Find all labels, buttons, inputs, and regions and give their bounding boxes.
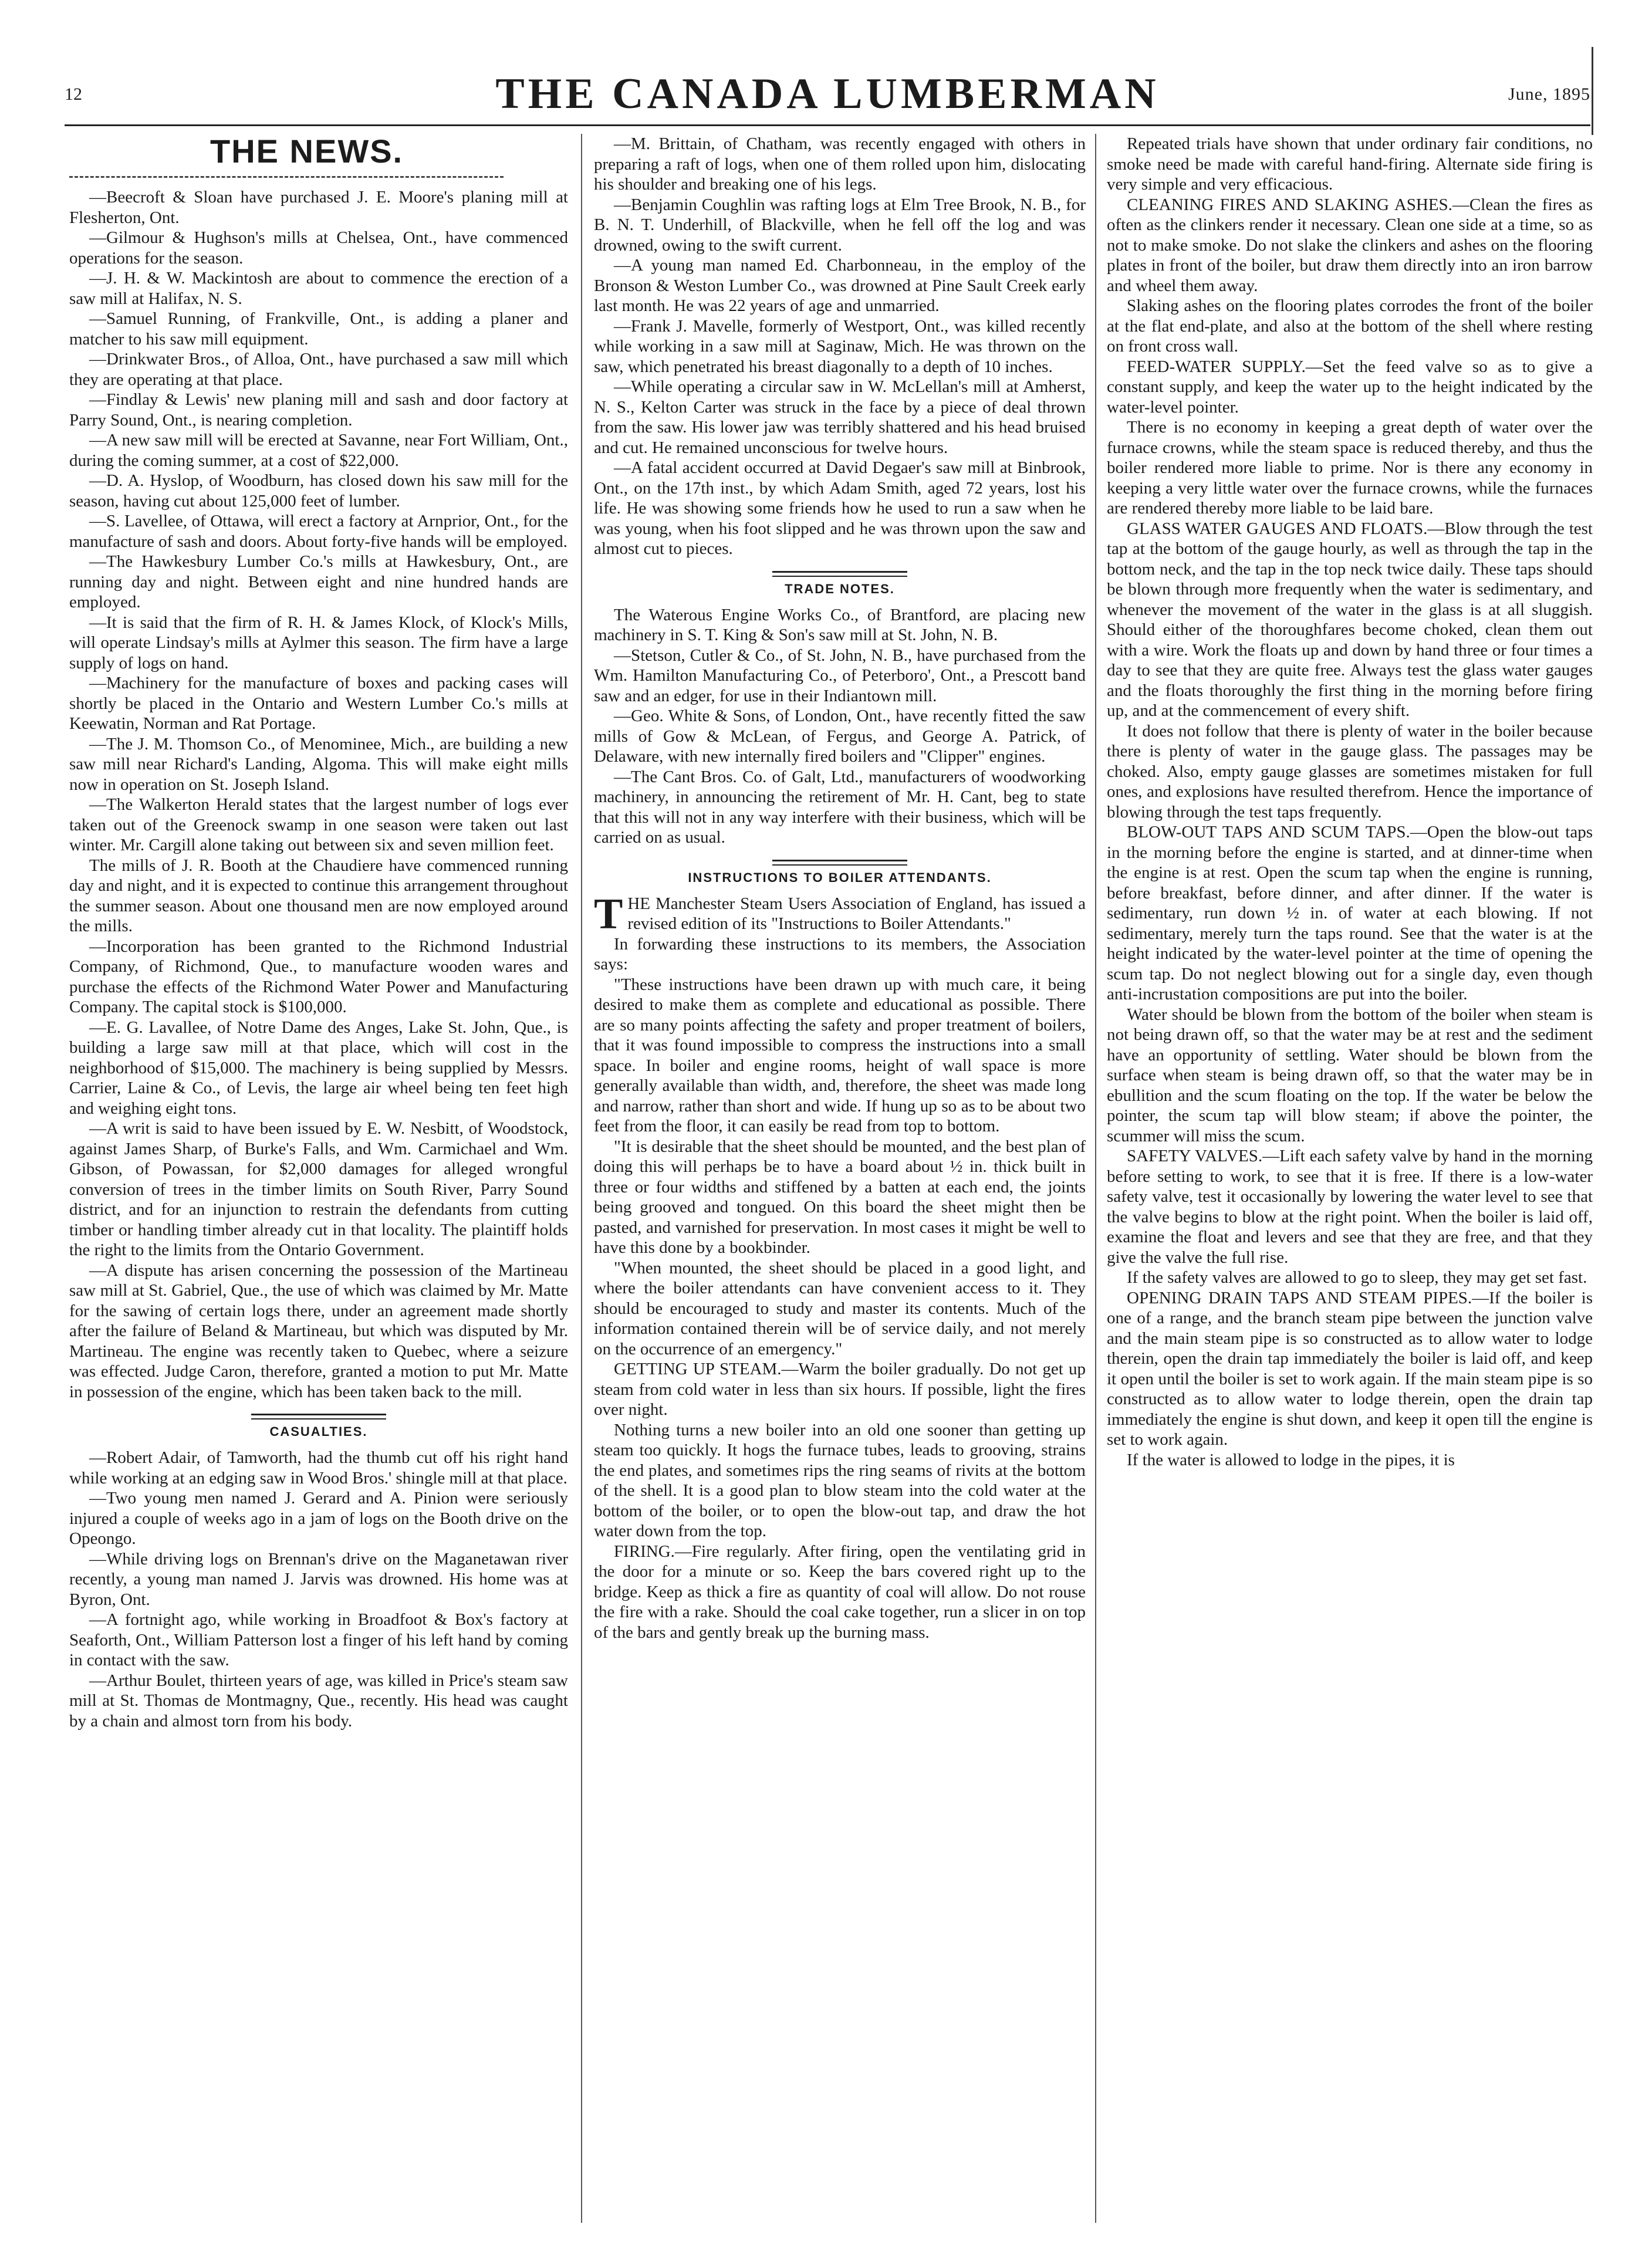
trade-note: —The Cant Bros. Co. of Galt, Ltd., manufacturers of woodworking machinery, in announcing the retirement of Mr. H. Cant, beg to state that this will not in any way interfere with their business, which will be carried on as usual.: [594, 767, 1086, 847]
casualties-heading: CASUALTIES.: [269, 1424, 368, 1439]
casualty-item: —While driving logs on Brennan's drive on the Maganetawan river recently, a young man named J. Jarvis was drowned. His home was at Byron, Ont.: [69, 1549, 568, 1609]
heading-ornament: [69, 176, 504, 180]
news-item: —Samuel Running, of Frankville, Ont., is adding a planer and matcher to his saw mill equipment.: [69, 309, 568, 349]
casualties-section-head: [69, 1414, 568, 1439]
instructions-paragraph: Slaking ashes on the flooring plates corrodes the front of the boiler at the flat end-plate, and also at the bottom of the shell where resting on front cross wall.: [1107, 296, 1593, 356]
news-item: —A new saw mill will be erected at Savanne, near Fort William, Ont., during the coming summer, at a cost of $22,000.: [69, 431, 568, 470]
instructions-paragraph: FEED-WATER SUPPLY.—Set the feed valve so as to give a constant supply, and keep the water up to the height indicated by the water-level pointer.: [1107, 357, 1593, 417]
news-item: —The Walkerton Herald states that the largest number of logs ever taken out of the Greenock swamp in one season were taken out last winter. Mr. Cargill alone taking out between six and seven million feet.: [69, 795, 568, 854]
casualty-item: —M. Brittain, of Chatham, was recently engaged with others in preparing a raft of logs, when one of them rolled upon him, dislocating his shoulder and breaking one of his legs.: [594, 134, 1086, 194]
instructions-paragraph: OPENING DRAIN TAPS AND STEAM PIPES.—If the boiler is one of a range, and the branch steam pipe between the junction valve and the main steam pipe is so constructed as to allow water to lodge therein, open the drain tap immediately the boiler is laid off, and keep it open until the boiler is set to work again. If the main steam pipe is so constructed as to allow water to lodge therein, open the drain tap immediately the engine is shut down, and keep it open till the engine is set to work again.: [1107, 1288, 1593, 1449]
news-item: —Beecroft & Sloan have purchased J. E. Moore's planing mill at Flesherton, Ont.: [69, 188, 568, 227]
column-rule: [1095, 134, 1096, 2223]
instructions-paragraph: In forwarding these instructions to its members, the Association says:: [594, 934, 1086, 974]
trade-notes-section-head: [594, 571, 1086, 597]
casualty-item: —Arthur Boulet, thirteen years of age, was killed in Price's steam saw mill at St. Thomas de Montmagny, Que., recently. His head was caught by a chain and almost torn from his body.: [69, 1671, 568, 1731]
trade-note: —Stetson, Cutler & Co., of St. John, N. B., have purchased from the Wm. Hamilton Manufacturing Co., of Peterboro', Ont., a Prescott band saw and an edger, for use in their Indiantown mill.: [594, 645, 1086, 705]
news-item: —A writ is said to have been issued by E. W. Nesbitt, of Woodstock, against James Sharp, of Burke's Falls, and Wm. Carmichael and Wm. Gibson, of Powassan, for $2,000 damages for alleged wrongful conversion of trees in the timber limits on South River, Parry Sound district, and for an injunction to restrain the defendants from cutting timber or handling timber already cut in that locality. The plaintiff holds the right to the limits from the Ontario Government.: [69, 1119, 568, 1259]
instructions-paragraph: "These instructions have been drawn up with much care, it being desired to make them as complete and educational as possible. There are so many points affecting the safety and proper treatment of boilers, that it was found impossible to compress the instructions into a small space. In boiler and engine rooms, height of wall space is more generally available than width, and, therefore, the sheet was made long and narrow, rather than short and wide. If hung up so as to be about two feet from the floor, it can easily be read from top to bottom.: [594, 975, 1086, 1135]
instructions-lead-text: HE Manchester Steam Users Association of England, has issued a revised edition of its "Instructions to Boiler Attendants.": [627, 894, 1086, 933]
section-rule: [772, 860, 907, 866]
instructions-paragraph: SAFETY VALVES.—Lift each safety valve by hand in the morning before setting to work, to see that it is free. If there is a low-water safety valve, test it occasionally by lowering the water level to see that the valve begins to blow at the right point. When the boiler is laid off, examine the float and levers and see that they are free, and that they give the valve the full rise.: [1107, 1147, 1593, 1267]
news-item: —The J. M. Thomson Co., of Menominee, Mich., are building a new saw mill near Richard's Landing, Algoma. This will make eight mills now in operation on St. Joseph Island.: [69, 734, 568, 794]
instructions-paragraph: BLOW-OUT TAPS AND SCUM TAPS.—Open the blow-out taps in the morning before the engine is started, and at dinner-time when the engine is at rest. Open the scum tap when the engine is running, before breakfast, before dinner, and after dinner. If the water is sedimentary, run down ½ in. of water at each blowing. If not sedimentary, merely turn the taps round. See that the water is at the height indicated by the water-level pointer at the time of opening the scum tap. Do not neglect blowing out for a single day, even though anti-incrustation compositions are put into the boiler.: [1107, 823, 1593, 1003]
trade-note: The Waterous Engine Works Co., of Brantford, are placing new machinery in S. T. King & Son's saw mill at St. John, N. B.: [594, 605, 1086, 644]
news-item: —It is said that the firm of R. H. & James Klock, of Klock's Mills, will operate Lindsay's mills at Aylmer this season. The firm have a large supply of logs on hand.: [69, 613, 568, 672]
newspaper-title: THE CANADA LUMBERMAN: [495, 70, 1160, 118]
masthead-rule: [65, 124, 1590, 126]
instructions-paragraph: GETTING UP STEAM.—Warm the boiler gradually. Do not get up steam from cold water in less than six hours. If possible, light the fires over night.: [594, 1360, 1086, 1419]
news-item: —Machinery for the manufacture of boxes and packing cases will shortly be placed in the Ontario and Western Lumber Co.'s mills at Keewatin, Norman and Rat Portage.: [69, 674, 568, 733]
masthead: [65, 69, 1590, 122]
casualty-item: —A young man named Ed. Charbonneau, in the employ of the Bronson & Weston Lumber Co., was drowned at Pine Sault Creek early last month. He was 22 years of age and unmarried.: [594, 256, 1086, 315]
news-item: —Gilmour & Hughson's mills at Chelsea, Ont., have commenced operations for the season.: [69, 228, 568, 268]
instructions-paragraph: GLASS WATER GAUGES AND FLOATS.—Blow through the test tap at the bottom of the gauge hourly, as well as through the tap in the bottom neck, and the tap in the top neck twice daily. These taps should be blown through more frequently when the water is sedimentary, and whenever the movement of the water in the glass is at all sluggish. Should either of the thoroughfares become choked, clean them out with a wire. Work the floats up and down by hand three or four times a day to see that they are quite free. Always test the glass water gauges and the floats thoroughly the first thing in the morning before firing up, and at the commencement of every shift.: [1107, 519, 1593, 720]
column-1: [69, 134, 568, 2235]
section-rule: [772, 571, 907, 577]
column-rule: [581, 134, 582, 2223]
news-item: —D. A. Hyslop, of Woodburn, has closed down his saw mill for the season, having cut about 125,000 feet of lumber.: [69, 471, 568, 511]
edge-bar: [1592, 47, 1593, 135]
trade-notes-heading: TRADE NOTES.: [785, 581, 895, 596]
instructions-paragraph: It does not follow that there is plenty of water in the boiler because there is plenty of water in the gauge glass. The passages may be choked. Also, empty gauge glasses are sometimes mistaken for full ones, and explosions have resulted therefrom. Hence the importance of blowing through the test taps frequently.: [1107, 721, 1593, 822]
news-item: —Findlay & Lewis' new planing mill and sash and door factory at Parry Sound, Ont., is nearing completion.: [69, 390, 568, 430]
page-number: 12: [65, 85, 82, 104]
instructions-paragraph: If the safety valves are allowed to go to sleep, they may get set fast.: [1127, 1268, 1587, 1287]
instructions-paragraph: "It is desirable that the sheet should be mounted, and the best plan of doing this will perhaps be to have a board about ½ in. thick built in three or four widths and stiffened by a batten at each end, the joints being grooved and tongued. On this board the sheet might then be pasted, and varnished for preservation. In most cases it might be well to have this done by a bookbinder.: [594, 1137, 1086, 1257]
column-2: [594, 134, 1086, 2235]
column-3: [1107, 134, 1593, 2235]
casualty-item: —Frank J. Mavelle, formerly of Westport, Ont., was killed recently while working in a saw mill at Saginaw, Mich. He was thrown on the saw, which penetrated his breast diagonally to a depth of 10 inches.: [594, 316, 1086, 376]
section-rule: [251, 1414, 386, 1419]
instructions-paragraph: There is no economy in keeping a great depth of water over the furnace crowns, while the steam space is reduced thereby, and thus the boiler rendered more liable to prime. Nor is there any economy in keeping a very little water over the furnace crowns, while the furnaces are rendered thereby more liable to be laid bare.: [1107, 418, 1593, 518]
instructions-paragraph: Water should be blown from the bottom of the boiler when steam is not being drawn off, so that the water may be at rest and the sediment have an opportunity of settling. Water should be blown from the surface when steam is being drawn off, so that the water may be in ebullition and the scum floating on the top. If the water be below the pointer, the scum tap will blow steam; if above the pointer, the scummer will miss the scum.: [1107, 1005, 1593, 1145]
instructions-lead-paragraph: [594, 890, 1086, 938]
trade-note: —Geo. White & Sons, of London, Ont., have recently fitted the saw mills of Gow & McLean, of Fergus, and George A. Patrick, of Delaware, with new internally fired boilers and "Clipper" engines.: [594, 707, 1086, 766]
casualty-item: —A fatal accident occurred at David Degaer's saw mill at Binbrook, Ont., on the 17th inst., by which Adam Smith, aged 72 years, lost his life. He was showing some friends how he used to run a saw when he was young, when his foot slipped and he was thrown upon the saw and almost cut to pieces.: [594, 458, 1086, 558]
news-item: —A dispute has arisen concerning the possession of the Martineau saw mill at St. Gabriel, Que., the use of which was claimed by Mr. Matte for the sawing of certain logs there, under an agreement made shortly after the failure of Beland & Martineau, but which was disputed by Mr. Martineau. The engine was recently taken to Quebec, where a seizure was effected. Judge Caron, therefore, granted a motion to put Mr. Matte in possession of the engine, which has been taken back to the mill.: [69, 1260, 568, 1401]
instructions-paragraph: CLEANING FIRES AND SLAKING ASHES.—Clean the fires as often as the clinkers render it necessary. Clean one side at a time, so as not to make smoke. Do not slake the clinkers and ashes on the flooring plates in front of the boiler, but draw them directly into an iron barrow and wheel them away.: [1107, 195, 1593, 295]
instructions-paragraph: Nothing turns a new boiler into an old one sooner than getting up steam too quickly. It hogs the furnace tubes, leads to grooving, strains the end plates, and sometimes rips the ring seams of rivits at the bottom of the shell. It is a good plan to blow steam into the cold water at the bottom of the boiler, or to open the blow-out tap, and draw the hot water down from the top.: [594, 1420, 1086, 1540]
instructions-paragraph: FIRING.—Fire regularly. After firing, open the ventilating grid in the door for a minute or so. Keep the bars covered right up to the bridge. Keep as thick a fire as quantity of coal will allow. Do not rouse the fire with a rake. Should the coal cake together, run a slicer in on top of the bars and gently break up the burning mass.: [594, 1542, 1086, 1642]
news-item: —Incorporation has been granted to the Richmond Industrial Company, of Richmond, Que., to manufacture wooden wares and purchase the effects of the Richmond Water Power and Manufacturing Company. The capital stock is $100,000.: [69, 937, 568, 1016]
casualty-item: —A fortnight ago, while working in Broadfoot & Box's factory at Seaforth, Ont., William Patterson lost a finger of his left hand by coming in contact with the saw.: [69, 1610, 568, 1669]
drop-cap: T: [594, 890, 623, 938]
news-item: —S. Lavellee, of Ottawa, will erect a factory at Arnprior, Ont., for the manufacture of sash and doors. About forty-five hands will be employed.: [69, 512, 568, 551]
casualty-item: —While operating a circular saw in W. McLellan's mill at Amherst, N. S., Kelton Carter was struck in the face by a piece of deal thrown from the saw. His lower jaw was terribly shattered and his head bruised and cut. He remained unconscious for twelve hours.: [594, 377, 1086, 457]
instructions-paragraph: If the water is allowed to lodge in the pipes, it is: [1127, 1450, 1455, 1469]
news-item: —The Hawkesbury Lumber Co.'s mills at Hawkesbury, Ont., are running day and night. Between eight and nine hundred hands are employed.: [69, 552, 568, 611]
news-item: —Drinkwater Bros., of Alloa, Ont., have purchased a saw mill which they are operating at that place.: [69, 350, 568, 389]
instructions-heading: INSTRUCTIONS TO BOILER ATTENDANTS.: [688, 870, 992, 885]
news-item: —E. G. Lavallee, of Notre Dame des Anges, Lake St. John, Que., is building a large saw mill at that place, which will cost in the neighborhood of $15,000. The machinery is being supplied by Messrs. Carrier, Laine & Co., of Levis, the large air wheel being ten feet high and weighing eight tons.: [69, 1018, 568, 1118]
instructions-paragraph: "When mounted, the sheet should be placed in a good light, and where the boiler attendants can have convenient access to it. They should be encouraged to study and master its contents. Much of the information contained therein will be of service daily, and not merely on the occurrence of an emergency.": [594, 1258, 1086, 1358]
casualty-item: —Robert Adair, of Tamworth, had the thumb cut off his right hand while working at an edging saw in Wood Bros.' shingle mill at that place.: [69, 1448, 568, 1488]
instructions-paragraph: Repeated trials have shown that under ordinary fair conditions, no smoke need be made with careful hand-firing. Alternate side firing is very simple and very efficacious.: [1107, 134, 1593, 194]
instructions-section-head: [594, 860, 1086, 885]
news-item: The mills of J. R. Booth at the Chaudiere have commenced running day and night, and it is expected to continue this arrangement throughout the summer season. About one thousand men are now employed around the mills.: [69, 856, 568, 935]
issue-date: June, 1895: [1508, 85, 1590, 104]
casualty-item: —Benjamin Coughlin was rafting logs at Elm Tree Brook, N. B., for B. N. T. Underhill, of Blackville, when he fell off the log and was drowned, owing to the swift current.: [594, 195, 1086, 255]
news-heading: THE NEWS.: [210, 134, 404, 170]
news-item: —J. H. & W. Mackintosh are about to commence the erection of a saw mill at Halifax, N. S.: [69, 269, 568, 308]
casualty-item: —Two young men named J. Gerard and A. Pinion were seriously injured a couple of weeks ago in a jam of logs on the Booth drive on the Opeongo.: [69, 1489, 568, 1548]
